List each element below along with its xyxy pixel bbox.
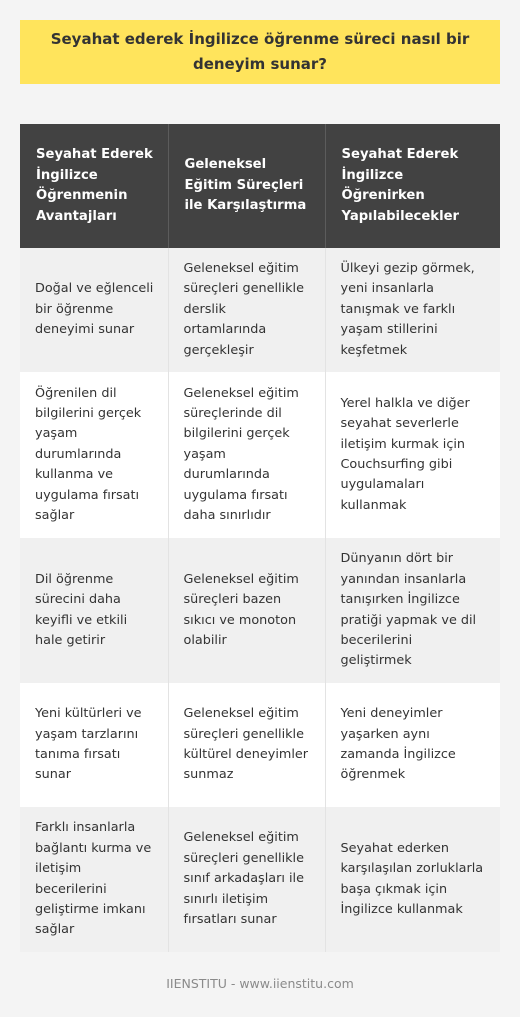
table-row: [20, 683, 500, 807]
table-cell: Ülkeyi gezip görmek, yeni insanlarla tanışmak ve farklı yaşam stillerini keşfetmek: [325, 248, 500, 372]
page-title: Seyahat ederek İngilizce öğrenme süreci nasıl bir deneyim sunar?: [20, 20, 500, 84]
table-cell: Dil öğrenme sürecini daha keyifli ve etkili hale getirir: [20, 538, 168, 683]
table-row: [20, 807, 500, 952]
table-row: [20, 248, 500, 372]
table-cell: Öğrenilen dil bilgilerini gerçek yaşam durumlarında kullanma ve uygulama fırsatı sağlar: [20, 372, 168, 538]
table-cell: Yeni kültürleri ve yaşam tarzlarını tanıma fırsatı sunar: [20, 683, 168, 807]
table-header-row: [20, 124, 500, 248]
table-cell: Doğal ve eğlenceli bir öğrenme deneyimi sunar: [20, 248, 168, 372]
table-row: [20, 372, 500, 538]
table-cell: Geleneksel eğitim süreçleri genellikle sınıf arkadaşları ile sınırlı iletişim fırsatları sunar: [168, 807, 325, 952]
column-header-activities: Seyahat Ederek İngilizce Öğrenirken Yapılabilecekler: [325, 124, 500, 248]
table-cell: Geleneksel eğitim süreçlerinde dil bilgilerini gerçek yaşam durumlarında uygulama fırsatı daha sınırlıdır: [168, 372, 325, 538]
table-cell: Dünyanın dört bir yanından insanlarla tanışırken İngilizce pratiği yapmak ve dil becerilerini geliştirmek: [325, 538, 500, 683]
table-cell: Geleneksel eğitim süreçleri genellikle derslik ortamlarında gerçekleşir: [168, 248, 325, 372]
comparison-table: [20, 124, 500, 952]
table-cell: Yerel halkla ve diğer seyahat severlerle iletişim kurmak için Couchsurfing gibi uygulamaları kullanmak: [325, 372, 500, 538]
table-cell: Geleneksel eğitim süreçleri genellikle kültürel deneyimler sunmaz: [168, 683, 325, 807]
table-cell: Farklı insanlarla bağlantı kurma ve iletişim becerilerini geliştirme imkanı sağlar: [20, 807, 168, 952]
table-row: [20, 538, 500, 683]
table-cell: Yeni deneyimler yaşarken aynı zamanda İngilizce öğrenmek: [325, 683, 500, 807]
column-header-advantages: Seyahat Ederek İngilizce Öğrenmenin Avantajları: [20, 124, 168, 248]
table-cell: Geleneksel eğitim süreçleri bazen sıkıcı ve monoton olabilir: [168, 538, 325, 683]
footer-credit: IIENSTITU - www.iienstitu.com: [166, 976, 354, 991]
column-header-comparison: Geleneksel Eğitim Süreçleri ile Karşılaştırma: [168, 124, 325, 248]
table-cell: Seyahat ederken karşılaşılan zorluklarla başa çıkmak için İngilizce kullanmak: [325, 807, 500, 952]
